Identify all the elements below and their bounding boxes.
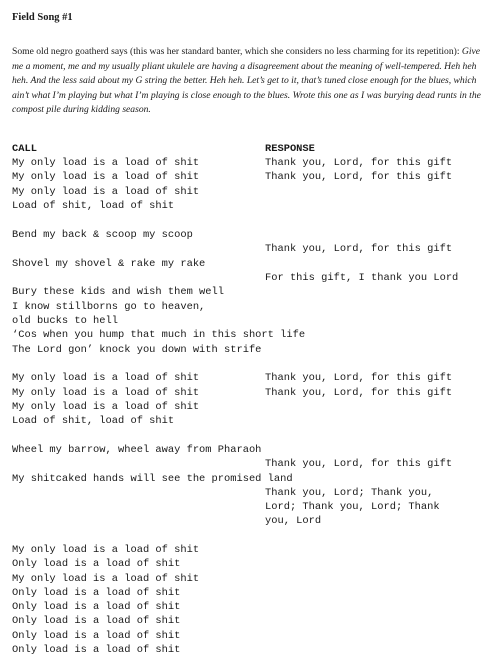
call-line: old bucks to hell <box>12 315 119 327</box>
call-line: My only load is a load of shit <box>12 387 200 399</box>
call-line: My only load is a load of shit <box>12 573 200 585</box>
call-line: My only load is a load of shit <box>12 401 200 413</box>
call-line: Only load is a load of shit <box>12 630 181 642</box>
call-line: Only load is a load of shit <box>12 644 181 656</box>
response-line: you, Lord <box>265 515 322 527</box>
call-line: Bury these kids and wish them well <box>12 286 225 298</box>
response-line: Thank you, Lord, for this gift <box>265 372 453 384</box>
response-line: Thank you, Lord, for this gift <box>265 243 453 255</box>
response-line: Thank you, Lord; Thank you, <box>265 487 434 499</box>
response-line: Thank you, Lord, for this gift <box>265 387 453 399</box>
call-line: Only load is a load of shit <box>12 587 181 599</box>
response-header: RESPONSE <box>265 143 315 155</box>
song-title: Field Song #1 <box>12 12 73 23</box>
call-line: My shitcaked hands will see the promised land <box>12 473 293 485</box>
call-line: My only load is a load of shit <box>12 372 200 384</box>
call-line: Only load is a load of shit <box>12 615 181 627</box>
call-line: Load of shit, load of shit <box>12 415 175 427</box>
response-line: Thank you, Lord, for this gift <box>265 171 453 183</box>
call-line: My only load is a load of shit <box>12 171 200 183</box>
response-line: For this gift, I thank you Lord <box>265 272 459 284</box>
call-line: Bend my back & scoop my scoop <box>12 229 193 241</box>
intro-plain-text: Some old negro goatherd says (this was her standard banter, which she considers no less charming for its repetition): <box>12 46 462 57</box>
response-line: Thank you, Lord, for this gift <box>265 458 453 470</box>
call-line: Only load is a load of shit <box>12 601 181 613</box>
call-header: CALL <box>12 143 37 155</box>
call-line: ‘Cos when you hump that much in this short life <box>12 329 306 341</box>
call-line: Load of shit, load of shit <box>12 200 175 212</box>
call-line: Wheel my barrow, wheel away from Pharaoh <box>12 444 262 456</box>
call-line: My only load is a load of shit <box>12 544 200 556</box>
call-line: Only load is a load of shit <box>12 558 181 570</box>
call-line: Shovel my shovel & rake my rake <box>12 258 206 270</box>
response-line: Thank you, Lord, for this gift <box>265 157 453 169</box>
response-line: Lord; Thank you, Lord; Thank <box>265 501 440 513</box>
call-line: My only load is a load of shit <box>12 186 200 198</box>
call-line: I know stillborns go to heaven, <box>12 301 206 313</box>
intro-quote-text: Give me a moment, me and my usually pliant ukulele are having a disagreement about the meaning of well-tempered. Heh heh heh. And the less said about my G string the better. Heh heh. Let’s get to it, that’s tuned close enough for the blues, which ain’t what I’m playing but what I’m playing is close enough to the blues. Wrote this one as I was burying dead runts in the compost pile during kidding season. <box>12 46 481 115</box>
call-line: My only load is a load of shit <box>12 157 200 169</box>
call-line: The Lord gon’ knock you down with strife <box>12 344 262 356</box>
